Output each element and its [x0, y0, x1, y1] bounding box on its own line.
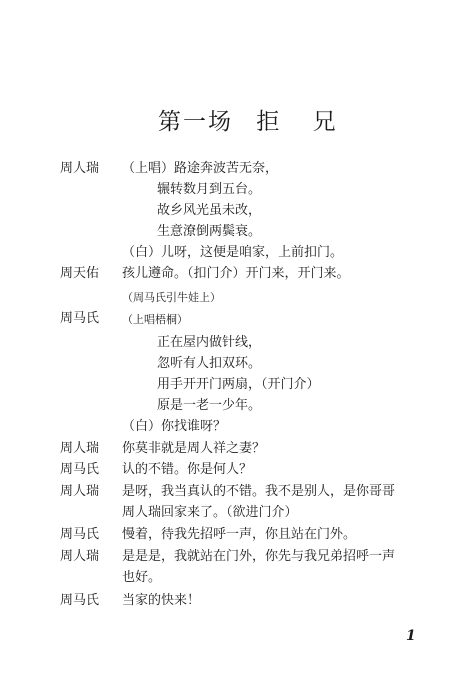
- speaker-name: 周马氏: [60, 527, 100, 542]
- script-line: （白）儿呀，这便是咱家，上前扣门。: [122, 245, 344, 260]
- script-line: 认的不错。你是何人？: [122, 462, 253, 477]
- script-line: 原是一老一少年。: [157, 398, 262, 413]
- script-line: （上唱）路途奔波苦无奈，: [122, 161, 279, 176]
- script-line: 也好。: [122, 570, 162, 585]
- page-number: 1: [406, 628, 416, 644]
- speaker-name: 周人瑞: [60, 549, 100, 564]
- scene-number: 第一场: [158, 109, 233, 135]
- speaker-name: 周人瑞: [60, 484, 100, 499]
- script-line: 慢着，待我先招呼一声，你且站在门外。: [122, 527, 357, 542]
- script-line: （白）你找谁呀？: [122, 419, 227, 434]
- scene-title-char-2: 兄: [312, 109, 338, 135]
- script-line: 你莫非就是周人祥之妻？: [122, 441, 266, 456]
- script-line: 忽听有人扣双环。: [157, 356, 262, 371]
- script-line: 辗转数月到五台。: [157, 182, 262, 197]
- speaker-name: 周马氏: [60, 462, 100, 477]
- script-line: 故乡风光虽未改，: [157, 203, 262, 218]
- stage-direction: （周马氏引牛娃上）: [122, 291, 221, 304]
- speaker-name: 周马氏: [60, 593, 100, 608]
- speaker-name: 周人瑞: [60, 441, 100, 456]
- script-line: 生意潦倒两鬓衰。: [157, 224, 262, 239]
- scene-title: [158, 103, 338, 136]
- script-line: 周人瑞回家来了。（欲进门介）: [122, 505, 298, 520]
- scene-title-char-1: 拒: [256, 109, 282, 135]
- script-line: 是呀，我当真认的不错。我不是别人，是你哥哥: [122, 484, 396, 499]
- script-line: 正在屋内做针线，: [157, 335, 262, 350]
- script-line: 是是是，我就站在门外，你先与我兄弟招呼一声: [122, 549, 396, 564]
- speaker-name: 周人瑞: [60, 161, 100, 176]
- script-line: 用手开开门两扇，（开门介）: [157, 377, 320, 392]
- script-line: 孩儿遵命。（扣门介）开门来，开门来。: [122, 266, 350, 281]
- stage-direction: （上唱梧桐）: [122, 313, 188, 326]
- speaker-name: 周天佑: [60, 266, 100, 281]
- script-line: 当家的快来！: [122, 593, 201, 608]
- speaker-name: 周马氏: [60, 311, 100, 326]
